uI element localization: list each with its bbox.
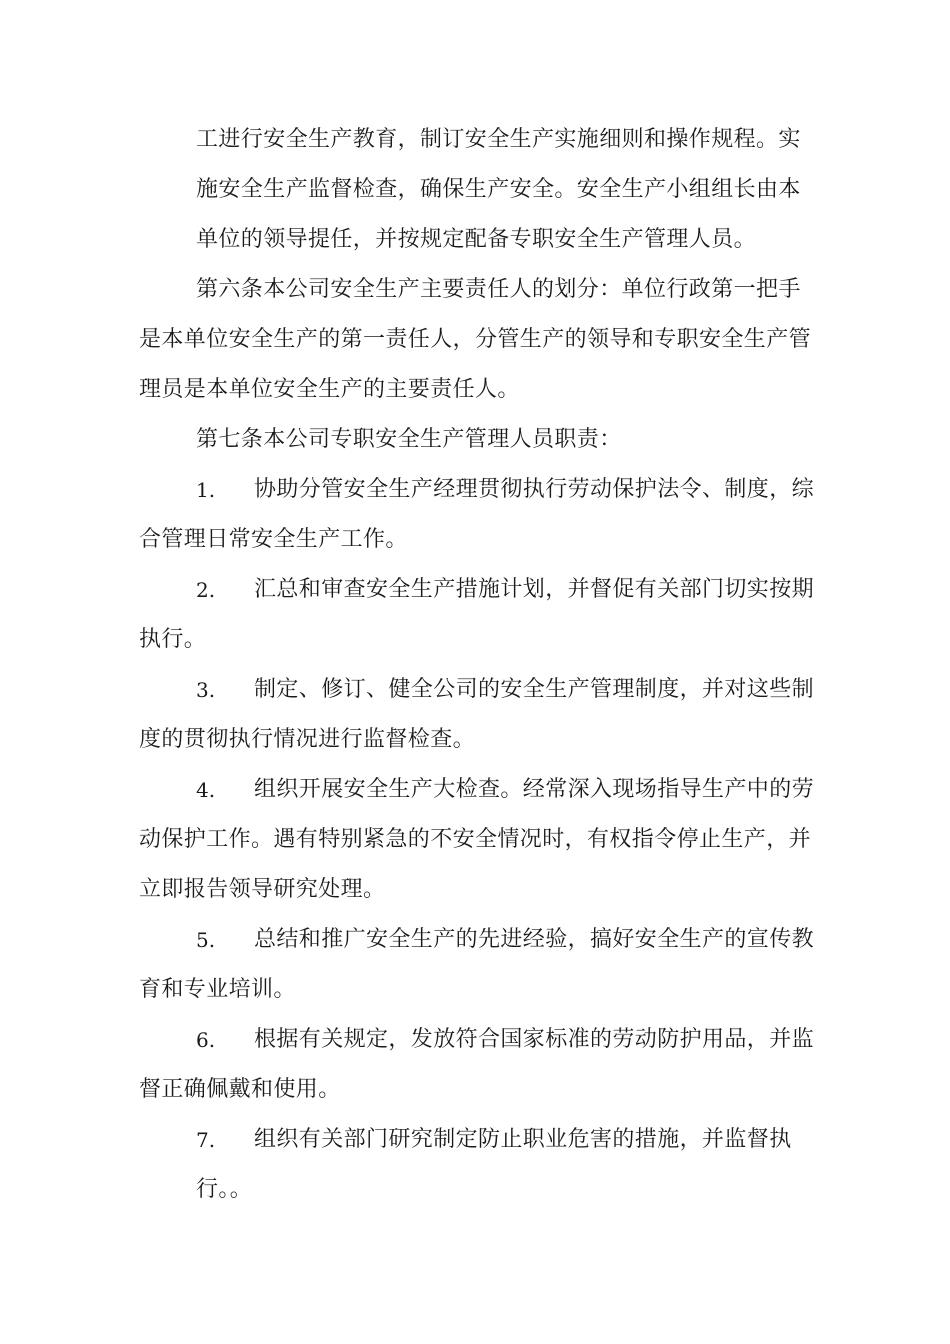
list-item-line: 度的贯彻执行情况进行监督检查。 [139,727,476,752]
list-item-line: 执行。 [139,627,207,652]
list-item-line: 督正确佩戴和使用。 [139,1077,341,1102]
list-item-line: 协助分管安全生产经理贯彻执行劳动保护法令、制度，综 [254,477,815,502]
article-6-line: 理员是本单位安全生产的主要责任人。 [139,377,520,402]
list-item-number: 4. [196,778,216,802]
list-item-number: 2. [196,578,216,602]
list-item-line: 制定、修订、健全公司的安全生产管理制度，并对这些制 [254,677,815,702]
paragraph-line: 单位的领导提任，并按规定配备专职安全生产管理人员。 [196,227,757,252]
list-item-line: 育和专业培训。 [139,977,296,1002]
list-item-line: 根据有关规定，发放符合国家标准的劳动防护用品，并监 [254,1027,815,1052]
list-item-line: 行。。 [196,1177,253,1202]
paragraph-line: 施安全生产监督检查，确保生产安全。安全生产小组组长由本 [196,177,801,202]
list-item-number: 7. [196,1128,216,1152]
article-7-heading: 第七条本公司专职安全生产管理人员职责： [196,427,622,452]
list-item-line: 汇总和审查安全生产措施计划，并督促有关部门切实按期 [254,577,815,602]
list-item-line: 合管理日常安全生产工作。 [139,527,408,552]
article-6-line: 是本单位安全生产的第一责任人，分管生产的领导和专职安全生产管 [139,327,812,352]
list-item-number: 5. [196,928,216,952]
list-item-number: 1. [196,478,216,502]
article-6-line: 第六条本公司安全生产主要责任人的划分：单位行政第一把手 [196,277,801,302]
list-item-line: 总结和推广安全生产的先进经验，搞好安全生产的宣传教 [254,927,815,952]
list-item-number: 6. [196,1028,216,1052]
list-item-line: 组织有关部门研究制定防止职业危害的措施，并监督执 [254,1127,792,1152]
list-item-line: 动保护工作。遇有特别紧急的不安全情况时，有权指令停止生产，并 [139,827,812,852]
list-item-line: 立即报告领导研究处理。 [139,877,386,902]
list-item-line: 组织开展安全生产大检查。经常深入现场指导生产中的劳 [254,777,815,802]
paragraph-line: 工进行安全生产教育，制订安全生产实施细则和操作规程。实 [196,127,801,152]
list-item-number: 3. [196,678,216,702]
